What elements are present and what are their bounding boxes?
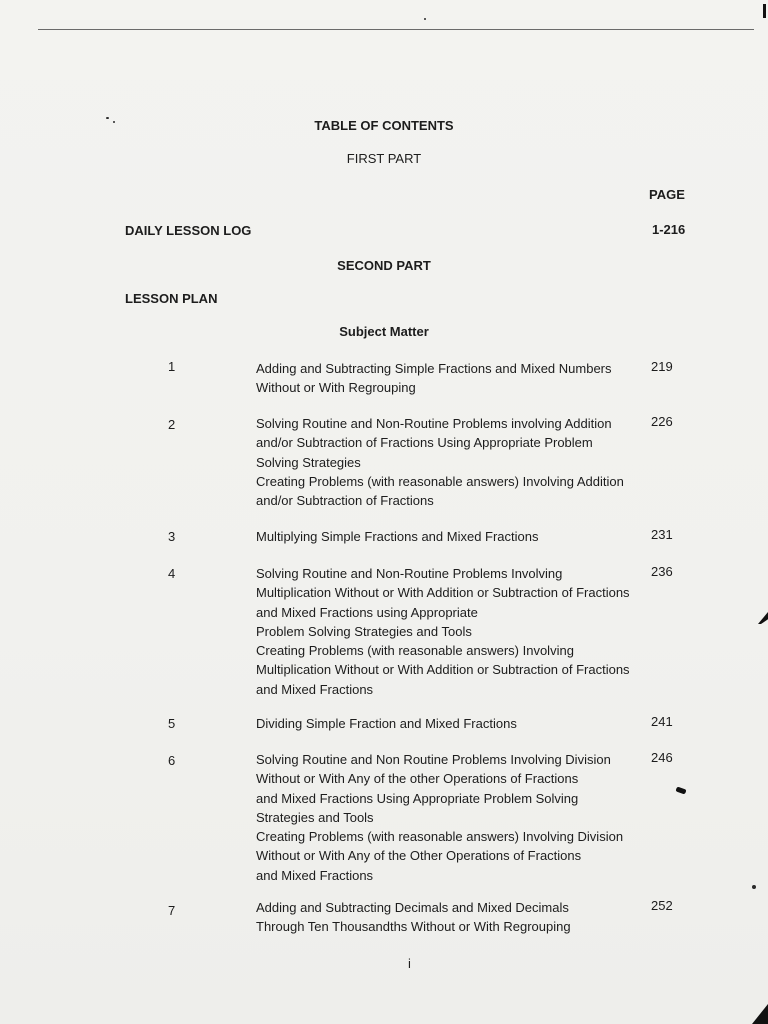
entry-line: Problem Solving Strategies and Tools <box>256 623 472 639</box>
entry-number: 7 <box>168 903 176 918</box>
entry-description <box>256 414 624 510</box>
entry-line: Creating Problems (with reasonable answers) Involving <box>256 643 574 659</box>
entry-line: and Mixed Fractions Using Appropriate Problem Solving <box>256 790 579 806</box>
entry-line: Multiplying Simple Fractions and Mixed Fractions <box>256 529 539 544</box>
second-part-heading: SECOND PART <box>337 258 431 273</box>
page-column-heading: PAGE <box>649 187 685 202</box>
entry-line: Solving Routine and Non-Routine Problems Involving <box>256 566 563 581</box>
subject-matter-heading: Subject Matter <box>339 324 429 339</box>
entry-description <box>256 359 612 398</box>
edge-mark <box>675 786 686 794</box>
edge-mark <box>752 1004 768 1024</box>
entry-page: 252 <box>651 898 673 913</box>
top-rule <box>38 29 754 30</box>
entry-line: Dividing Simple Fraction and Mixed Fractions <box>256 716 517 731</box>
page-folio: i <box>408 956 411 971</box>
entry-line: Solving Routine and Non Routine Problems Involving Division <box>256 752 611 767</box>
edge-mark <box>763 4 766 18</box>
toc-title: TABLE OF CONTENTS <box>314 118 454 133</box>
entry-line: Solving Routine and Non-Routine Problems involving Addition <box>256 416 612 431</box>
daily-lesson-log-label: DAILY LESSON LOG <box>125 223 252 238</box>
edge-mark <box>758 612 768 624</box>
first-part-heading: FIRST PART <box>346 151 422 166</box>
scan-speck <box>424 18 426 20</box>
entry-line: Adding and Subtracting Decimals and Mixed Decimals <box>256 900 569 915</box>
entry-description <box>256 898 571 937</box>
entry-page: 226 <box>651 414 673 429</box>
entry-line: Without or With Regrouping <box>256 380 416 396</box>
entry-page: 246 <box>651 750 673 765</box>
entry-line: Solving Strategies <box>256 454 361 470</box>
entry-number: 6 <box>168 753 176 768</box>
entry-number: 2 <box>168 417 176 432</box>
entry-page: 236 <box>651 564 673 579</box>
entry-description <box>256 750 623 885</box>
entry-number: 4 <box>168 566 176 581</box>
entry-description <box>256 564 630 699</box>
entry-line: Adding and Subtracting Simple Fractions and Mixed Numbers <box>256 361 612 376</box>
entry-line: Creating Problems (with reasonable answers) Involving Addition <box>256 473 624 489</box>
entry-line: and/or Subtraction of Fractions Using Appropriate Problem <box>256 435 593 451</box>
entry-line: Without or With Any of the Other Operations of Fractions <box>256 848 582 864</box>
entry-line: Through Ten Thousandths Without or With Regrouping <box>256 919 571 935</box>
entry-number: 3 <box>168 529 176 544</box>
entry-line: Without or With Any of the other Operations of Fractions <box>256 771 579 787</box>
entry-line: and Mixed Fractions using Appropriate <box>256 604 478 620</box>
entry-page: 219 <box>651 359 673 374</box>
entry-description <box>256 527 539 546</box>
entry-line: Strategies and Tools <box>256 809 374 825</box>
entry-description <box>256 714 517 733</box>
entry-page: 241 <box>651 714 673 729</box>
entry-line: Creating Problems (with reasonable answers) Involving Division <box>256 829 624 845</box>
entry-line: Multiplication Without or With Addition or Subtraction of Fractions <box>256 662 630 678</box>
daily-lesson-log-pages: 1-216 <box>652 222 686 237</box>
lesson-plan-label: LESSON PLAN <box>125 291 218 306</box>
entry-line: Multiplication Without or With Addition or Subtraction of Fractions <box>256 585 630 601</box>
entry-line: and Mixed Fractions <box>256 867 374 883</box>
entry-line: and Mixed Fractions <box>256 681 374 697</box>
entry-line: and/or Subtraction of Fractions <box>256 493 434 509</box>
entry-page: 231 <box>651 527 673 542</box>
entry-number: 5 <box>168 716 176 731</box>
scan-speck <box>752 885 756 889</box>
entry-number: 1 <box>168 359 176 374</box>
